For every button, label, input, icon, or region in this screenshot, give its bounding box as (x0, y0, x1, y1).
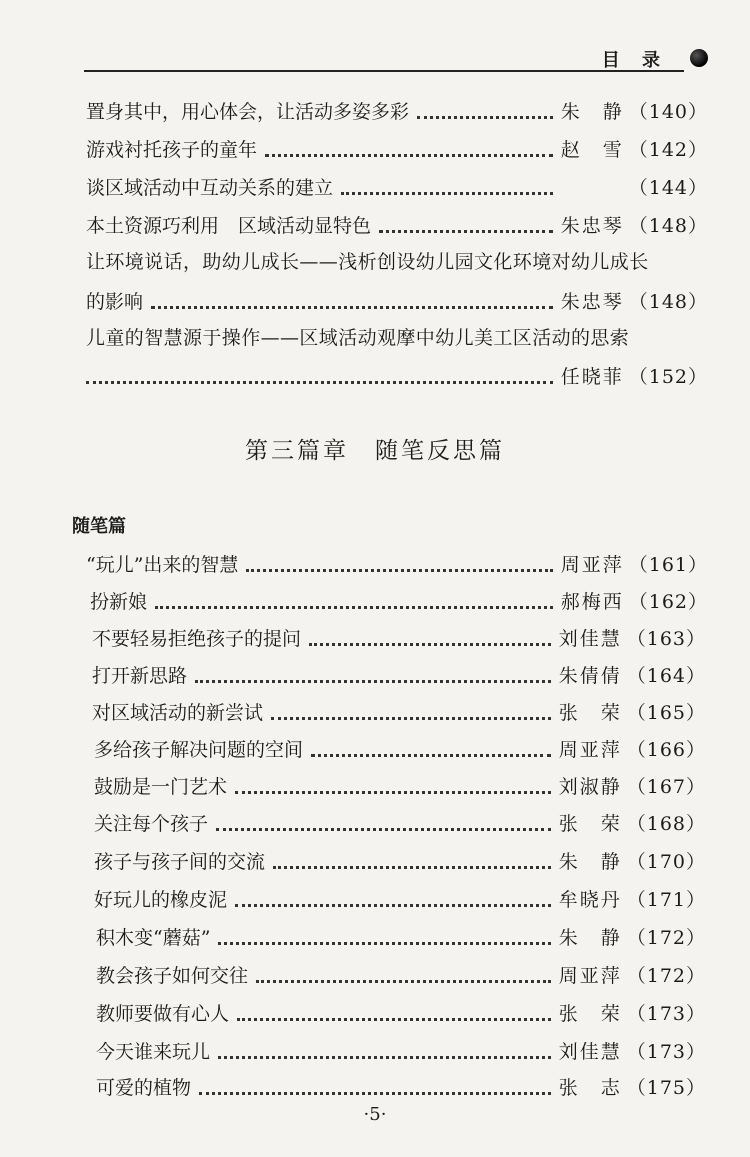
leader-dots (311, 752, 551, 757)
entry-page: （172） (626, 964, 706, 987)
entry-page: （173） (626, 1002, 706, 1025)
entry-page: （148） (628, 214, 708, 237)
entry-author: 张 荣 (558, 701, 622, 724)
running-header (84, 40, 714, 74)
toc-entry (86, 133, 708, 163)
toc-entry (94, 770, 706, 800)
entry-page: （173） (626, 1040, 706, 1063)
entry-author: 周亚萍 (558, 964, 622, 987)
leader-dots (341, 190, 553, 195)
entry-title: 教会孩子如何交往 (96, 964, 249, 987)
entry-author: 朱 静 (560, 100, 624, 123)
entry-page: （161） (628, 553, 708, 576)
header-title: 目 录 (601, 50, 668, 71)
entry-title: 好玩儿的橡皮泥 (94, 888, 228, 911)
toc-entry (94, 807, 706, 837)
toc-entry (96, 921, 706, 951)
toc-entry (92, 659, 706, 689)
entry-title: 关注每个孩子 (94, 812, 209, 835)
leader-dots (265, 152, 553, 157)
entry-page: （148） (628, 290, 708, 313)
entry-page: （175） (626, 1076, 706, 1099)
toc-entry (90, 585, 708, 615)
leader-dots (256, 978, 551, 983)
entry-page: （166） (626, 738, 706, 761)
leader-dots (235, 789, 551, 794)
toc-entry (94, 845, 706, 875)
entry-page: （152） (628, 365, 708, 388)
entry-author: 朱 静 (558, 926, 622, 949)
entry-author: 任晓菲 (560, 365, 624, 388)
toc-entry (86, 548, 708, 578)
entry-author: 刘淑静 (558, 775, 622, 798)
leader-dots (195, 678, 551, 683)
entry-author: 赵 雪 (560, 138, 624, 161)
entry-title: 置身其中，用心体会，让活动多姿多彩 (86, 100, 410, 123)
entry-page: （172） (626, 926, 706, 949)
entry-page: （168） (626, 812, 706, 835)
leader-dots (86, 379, 553, 384)
leader-dots (218, 940, 550, 945)
entry-title: 游戏衬托孩子的童年 (86, 138, 258, 161)
leader-dots (155, 604, 553, 609)
page-number: ·5· (363, 1104, 387, 1125)
leader-dots (246, 567, 552, 572)
entry-author: 张 荣 (558, 812, 622, 835)
entry-title: “玩儿”出来的智慧 (86, 553, 239, 576)
leader-dots (151, 304, 553, 309)
entry-author: 郝梅西 (560, 590, 624, 613)
entry-author: 周亚萍 (558, 738, 622, 761)
entry-page: （162） (628, 590, 708, 613)
toc-entry (96, 959, 706, 989)
entry-author: 牟晓丹 (558, 888, 622, 911)
entry-title: 谈区域活动中互动关系的建立 (86, 176, 334, 199)
toc-entry (86, 209, 708, 239)
entry-title-continuation: 的影响 (86, 290, 144, 313)
leader-dots (216, 826, 551, 831)
entry-title: 教师要做有心人 (96, 1002, 230, 1025)
entry-page: （170） (626, 850, 706, 873)
toc-entry (96, 1071, 706, 1101)
entry-author: 朱 静 (558, 850, 622, 873)
toc-entry (94, 883, 706, 913)
toc-entry (86, 171, 708, 201)
toc-entry (86, 95, 708, 125)
header-rule (84, 70, 684, 72)
entry-title-line: 儿童的智慧源于操作——区域活动观摩中幼儿美工区活动的思索 (86, 327, 630, 349)
entry-author: 朱忠琴 (560, 214, 624, 237)
toc-entry (92, 622, 706, 652)
toc-entry (94, 733, 706, 763)
entry-page: （171） (626, 888, 706, 911)
entry-title: 多给孩子解决问题的空间 (94, 738, 304, 761)
entry-title: 今天谁来玩儿 (96, 1040, 211, 1063)
leader-dots (237, 1016, 551, 1021)
toc-entry (92, 696, 706, 726)
entry-title: 扮新娘 (90, 590, 148, 613)
entry-title: 孩子与孩子间的交流 (94, 850, 266, 873)
entry-page: （163） (626, 627, 706, 650)
section-title: 第三篇章 随笔反思篇 (245, 438, 505, 464)
toc-entry (96, 1035, 706, 1065)
entry-title: 本土资源巧利用 区域活动显特色 (86, 214, 372, 237)
entry-page: （142） (628, 138, 708, 161)
entry-page: （167） (626, 775, 706, 798)
leader-dots (417, 114, 553, 119)
entry-author: 张 志 (558, 1076, 622, 1099)
entry-title-line: 让环境说话，助幼儿成长——浅析创设幼儿园文化环境对幼儿成长 (86, 251, 649, 273)
entry-title: 对区域活动的新尝试 (92, 701, 264, 724)
entry-author: 张 荣 (558, 1002, 622, 1025)
entry-page: （164） (626, 664, 706, 687)
leader-dots (273, 864, 551, 869)
leader-dots (235, 902, 551, 907)
header-circle-icon (690, 49, 708, 67)
leader-dots (271, 715, 551, 720)
leader-dots (218, 1054, 551, 1059)
toc-entry (96, 997, 706, 1027)
entry-title: 可爱的植物 (96, 1076, 192, 1099)
toc-entry (86, 360, 708, 390)
entry-page: （140） (628, 100, 708, 123)
leader-dots (199, 1090, 551, 1095)
toc-entry (86, 285, 708, 315)
entry-title: 不要轻易拒绝孩子的提问 (92, 627, 302, 650)
entry-page: （144） (628, 176, 708, 199)
entry-author: 朱倩倩 (558, 664, 622, 687)
entry-title: 打开新思路 (92, 664, 188, 687)
entry-author: 刘佳慧 (558, 627, 622, 650)
entry-title: 鼓励是一门艺术 (94, 775, 228, 798)
entry-author: 朱忠琴 (560, 290, 624, 313)
entry-author: 周亚萍 (560, 553, 624, 576)
subsection-title: 随笔篇 (72, 516, 126, 537)
entry-page: （165） (626, 701, 706, 724)
entry-author: 刘佳慧 (558, 1040, 622, 1063)
leader-dots (379, 228, 553, 233)
entry-title: 积木变“蘑菇” (96, 926, 211, 949)
leader-dots (309, 641, 551, 646)
